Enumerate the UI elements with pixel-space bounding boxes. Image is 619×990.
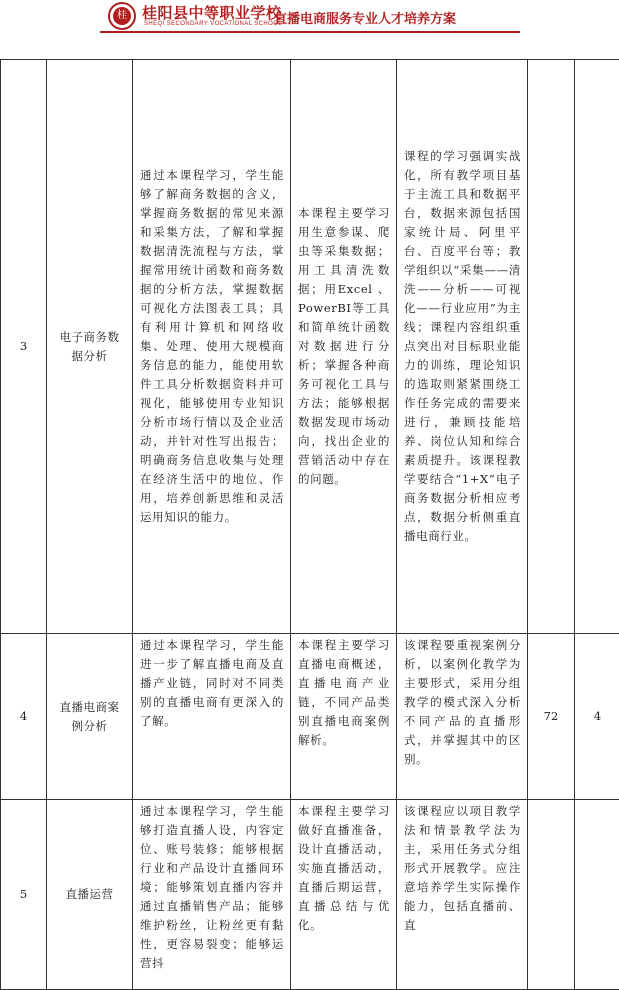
course-content: 本课程主要学习用生意参谋、爬虫等采集数据；用工具清洗数据；用Excel 、PowerBI等工具和简单统计函数对数据进行分析；掌握各种商务可视化工具与方法；能够根据数据发现市场动向，找出企业的营销活动中存在的问题。 — [291, 60, 397, 634]
school-logo — [108, 2, 136, 30]
course-credits: 4 — [575, 634, 619, 800]
table-row — [1, 800, 619, 990]
teaching-requirements: 课程的学习强调实战化，所有教学项目基于主流工具和数据平台，数据来源包括国家统计局、阿里平台、百度平台等；教学组织以“采集——清洗——分析——可视化——行业应用”为主线；课程内容组织重点突出对目标职业能力的训练，理论知识的选取则紧紧围绕工作任务完成的需要来进行，兼顾技能培养、岗位认知和综合素质提升。该课程教学要结合“1+X”电子商务数据分析相应考点，数据分析侧重直播电商行业。 — [397, 60, 528, 634]
teaching-requirements: 该课程要重视案例分析，以案例化教学为主要形式，采用分组教学的模式深入分析不同产品的直播形式，并掌握其中的区别。 — [397, 634, 528, 800]
course-number: 4 — [1, 634, 47, 800]
course-objectives: 通过本课程学习，学生能够了解商务数据的含义，掌握商务数据的常见来源和采集方法，了解和掌握数据清洗流程与方法，掌握常用统计函数和商务数据的分析方法，掌握数据可视化方法图表工具；具有利用计算机和网络收集、处理、使用大规模商务信息的能力，能使用软件工具分析数据资料并可视化，能够使用专业知识分析市场行情以及企业活动，并针对性写出报告；明确商务信息收集与处理在经济生活中的地位、作用，培养创新思维和灵活运用知识的能力。 — [133, 60, 291, 634]
course-table — [0, 59, 619, 990]
page-header — [0, 0, 619, 44]
course-credits — [575, 800, 619, 990]
document-title: 直播电商服务专业人才培养方案 — [274, 8, 456, 27]
course-name: 直播电商案例分析 — [47, 634, 133, 800]
course-number: 5 — [1, 800, 47, 990]
course-hours: 72 — [528, 634, 575, 800]
course-number: 3 — [1, 60, 47, 634]
school-name-english: SHEQI SECONDARY VOCATIONAL SCHOOL — [144, 21, 282, 27]
table-row — [1, 634, 619, 800]
course-credits — [575, 60, 619, 634]
course-content: 本课程主要学习直播电商概述，直播电商产业链，不同产品类别直播电商案例解析。 — [291, 634, 397, 800]
course-hours — [528, 60, 575, 634]
course-name: 电子商务数据分析 — [47, 60, 133, 634]
header-divider — [100, 31, 520, 33]
school-name: 桂阳县中等职业学校 — [142, 2, 282, 23]
course-objectives: 通过本课程学习，学生能够打造直播人设，内容定位、账号装修；能够根据行业和产品设计直播间环境；能够策划直播内容并通过直播销售产品；能够维护粉丝，让粉丝更有黏性，更容易裂变；能够运营抖 — [133, 800, 291, 990]
course-hours — [528, 800, 575, 990]
course-objectives: 通过本课程学习，学生能进一步了解直播电商及直播产业链，同时对不同类别的直播电商有更深入的了解。 — [133, 634, 291, 800]
course-name: 直播运营 — [47, 800, 133, 990]
teaching-requirements: 该课程应以项目教学法和情景教学法为主，采用任务式分组形式开展教学。应注意培养学生实际操作能力，包括直播前、直 — [397, 800, 528, 990]
table-row — [1, 60, 619, 634]
school-emblem-icon: 桂 — [113, 7, 131, 25]
course-content: 本课程主要学习做好直播准备，设计直播活动，实施直播活动，直播后期运营，直播总结与优化。 — [291, 800, 397, 990]
